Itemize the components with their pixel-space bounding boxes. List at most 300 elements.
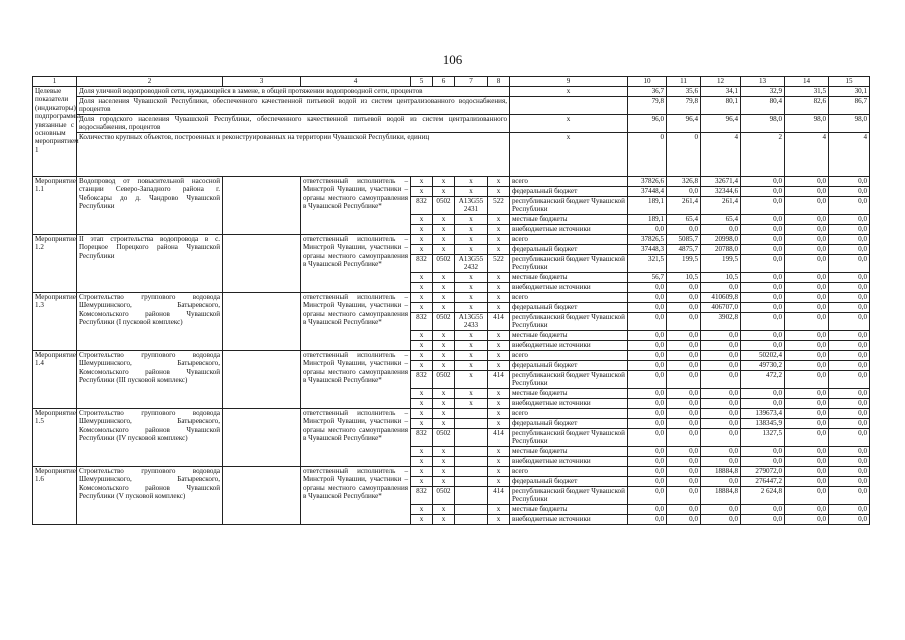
funding-value: 326,8 <box>667 177 701 187</box>
funding-source: внебюджетные источники <box>510 283 628 293</box>
indicator-value: 34,1 <box>701 87 741 97</box>
funding-value: 4875,7 <box>667 245 701 255</box>
funding-value: 0,0 <box>628 477 667 487</box>
funding-value: 0,0 <box>701 447 741 457</box>
budget-code: x <box>411 303 433 313</box>
measure-empty-cell <box>223 409 301 467</box>
measure-label: Мероприятие 1.3 <box>33 293 77 351</box>
funding-value: 279072,0 <box>741 467 785 477</box>
funding-value: 0,0 <box>701 351 741 361</box>
measure-description: Строительство группового водовода Шемуршинского, Батыревского, Комсомольского районов Чувашской Республики (V пусковой комплекс) <box>77 467 223 525</box>
measure-empty-cell <box>223 293 301 351</box>
funding-value: 0,0 <box>667 341 701 351</box>
funding-value: 0,0 <box>785 351 829 361</box>
funding-source: всего <box>510 351 628 361</box>
funding-value: 139673,4 <box>741 409 785 419</box>
funding-value: 0,0 <box>667 303 701 313</box>
funding-value: 0,0 <box>741 457 785 467</box>
funding-value: 0,0 <box>701 361 741 371</box>
funding-value: 0,0 <box>829 283 870 293</box>
budget-code: x <box>411 235 433 245</box>
funding-value: 0,0 <box>785 293 829 303</box>
measure-row <box>33 409 870 419</box>
column-number: 5 <box>411 77 433 87</box>
funding-value: 0,0 <box>701 341 741 351</box>
funding-source: федеральный бюджет <box>510 245 628 255</box>
measure-label: Мероприятие 1.2 <box>33 235 77 293</box>
funding-value: 20788,0 <box>701 245 741 255</box>
indicator-text: Доля уличной водопроводной сети, нуждающейся в замене, в общей протяжении водопроводной сети, процентов <box>77 87 510 97</box>
funding-source: местные бюджеты <box>510 505 628 515</box>
budget-code: 0502 <box>433 255 455 273</box>
budget-code: x <box>411 273 433 283</box>
funding-value: 0,0 <box>667 477 701 487</box>
funding-value: 0,0 <box>667 409 701 419</box>
funding-value: 0,0 <box>628 313 667 331</box>
funding-value: 0,0 <box>741 389 785 399</box>
budget-code <box>455 447 488 457</box>
indicator-value: 96,4 <box>667 115 701 133</box>
indicator-value: 96,4 <box>701 115 741 133</box>
budget-code: x <box>411 341 433 351</box>
funding-value: 37826,6 <box>628 177 667 187</box>
measure-row <box>33 177 870 187</box>
funding-value: 0,0 <box>829 419 870 429</box>
funding-value: 0,0 <box>701 389 741 399</box>
funding-source: федеральный бюджет <box>510 361 628 371</box>
budget-code: x <box>488 361 510 371</box>
funding-value: 0,0 <box>829 177 870 187</box>
funding-value: 0,0 <box>741 283 785 293</box>
funding-value: 0,0 <box>785 245 829 255</box>
budget-code: x <box>433 293 455 303</box>
budget-code: x <box>411 361 433 371</box>
budget-code: x <box>455 273 488 283</box>
funding-source: федеральный бюджет <box>510 303 628 313</box>
funding-value: 321,5 <box>628 255 667 273</box>
funding-value: 37448,4 <box>628 187 667 197</box>
funding-value: 56,7 <box>628 273 667 283</box>
funding-value: 0,0 <box>741 245 785 255</box>
budget-code: 0502 <box>433 429 455 447</box>
funding-value: 0,0 <box>701 419 741 429</box>
funding-value: 0,0 <box>741 215 785 225</box>
measure-label: Мероприятие 1.4 <box>33 351 77 409</box>
budget-code: 414 <box>488 487 510 505</box>
funding-value: 0,0 <box>785 505 829 515</box>
budget-code: x <box>411 283 433 293</box>
funding-source: внебюджетные источники <box>510 225 628 235</box>
funding-source: республиканский бюджет Чувашской Республики <box>510 255 628 273</box>
column-number: 3 <box>223 77 301 87</box>
funding-value: 0,0 <box>628 331 667 341</box>
budget-code: x <box>411 225 433 235</box>
funding-value: 0,0 <box>829 235 870 245</box>
funding-value: 0,0 <box>628 419 667 429</box>
funding-value: 0,0 <box>741 293 785 303</box>
budget-code: x <box>488 331 510 341</box>
budget-code: 0502 <box>433 487 455 505</box>
funding-value: 0,0 <box>785 361 829 371</box>
funding-value: 0,0 <box>829 197 870 215</box>
funding-value: 0,0 <box>667 351 701 361</box>
measure-row <box>33 467 870 477</box>
indicator-value: 0 <box>628 133 667 177</box>
funding-value: 0,0 <box>628 429 667 447</box>
measure-executor: ответственный исполнитель – Минстрой Чувашии, участники – органы местного самоуправления в Чувашской Республике* <box>301 177 411 235</box>
budget-code: 522 <box>488 197 510 215</box>
budget-code: x <box>455 177 488 187</box>
budget-code: x <box>433 409 455 419</box>
indicator-value: 0 <box>667 133 701 177</box>
budget-code: x <box>411 399 433 409</box>
budget-code: x <box>433 505 455 515</box>
funding-value: 0,0 <box>628 351 667 361</box>
budget-code: 832 <box>411 487 433 505</box>
funding-value: 0,0 <box>785 177 829 187</box>
budget-code: x <box>433 303 455 313</box>
funding-value: 0,0 <box>741 399 785 409</box>
budget-code: 832 <box>411 371 433 389</box>
budget-code: x <box>488 187 510 197</box>
funding-value: 0,0 <box>785 515 829 525</box>
budget-code: x <box>488 235 510 245</box>
budget-code: x <box>411 467 433 477</box>
funding-value: 0,0 <box>701 515 741 525</box>
budget-code: x <box>411 505 433 515</box>
budget-code: x <box>455 361 488 371</box>
funding-value: 0,0 <box>785 429 829 447</box>
funding-value: 0,0 <box>741 235 785 245</box>
budget-code: x <box>455 331 488 341</box>
column-number: 4 <box>301 77 411 87</box>
budget-code: x <box>488 303 510 313</box>
funding-value: 0,0 <box>628 361 667 371</box>
funding-value: 0,0 <box>829 273 870 283</box>
funding-value: 0,0 <box>741 447 785 457</box>
budget-code: x <box>488 283 510 293</box>
budget-code: x <box>488 389 510 399</box>
column-number: 7 <box>455 77 488 87</box>
funding-value: 0,0 <box>785 303 829 313</box>
funding-value: 0,0 <box>701 283 741 293</box>
funding-value: 0,0 <box>829 293 870 303</box>
indicator-value: 31,5 <box>785 87 829 97</box>
funding-value: 0,0 <box>785 419 829 429</box>
funding-value: 65,4 <box>701 215 741 225</box>
indicator-value: 4 <box>785 133 829 177</box>
funding-value: 0,0 <box>785 273 829 283</box>
page-number: 106 <box>442 52 463 67</box>
budget-code: x <box>455 371 488 389</box>
measure-description: Водопровод от повысительной насосной станции Северо-Западного района г. Чебоксары до д. Чандрово Чувашской Республики <box>77 177 223 235</box>
funding-value: 0,0 <box>667 187 701 197</box>
funding-value: 65,4 <box>667 215 701 225</box>
funding-value: 0,0 <box>829 313 870 331</box>
budget-code: x <box>433 341 455 351</box>
funding-value: 0,0 <box>667 283 701 293</box>
funding-value: 50202,4 <box>741 351 785 361</box>
budget-code: 832 <box>411 429 433 447</box>
funding-value: 0,0 <box>667 447 701 457</box>
budget-code: x <box>433 283 455 293</box>
funding-value: 0,0 <box>785 331 829 341</box>
funding-value: 0,0 <box>701 399 741 409</box>
funding-value: 5085,7 <box>667 235 701 245</box>
budget-code: x <box>411 515 433 525</box>
budget-code: x <box>411 447 433 457</box>
funding-value: 410609,8 <box>701 293 741 303</box>
column-number: 13 <box>741 77 785 87</box>
funding-value: 0,0 <box>628 303 667 313</box>
budget-code: x <box>488 515 510 525</box>
budget-code: 832 <box>411 197 433 215</box>
budget-code: x <box>433 515 455 525</box>
budget-code: x <box>433 361 455 371</box>
budget-code: x <box>411 177 433 187</box>
budget-code: A13G55 2432 <box>455 255 488 273</box>
budget-code: x <box>455 187 488 197</box>
funding-value: 0,0 <box>667 399 701 409</box>
funding-value: 32671,4 <box>701 177 741 187</box>
funding-value: 0,0 <box>785 457 829 467</box>
column-number: 12 <box>701 77 741 87</box>
funding-value: 0,0 <box>741 341 785 351</box>
indicator-text: Доля городского населения Чувашской Республики, обеспеченного качественной питьевой водой из систем централизованного водоснабжения, процентов <box>77 115 510 133</box>
funding-value: 0,0 <box>829 487 870 505</box>
budget-code: x <box>488 215 510 225</box>
funding-source: местные бюджеты <box>510 389 628 399</box>
budget-code: x <box>411 245 433 255</box>
budget-code: x <box>411 293 433 303</box>
budget-code: x <box>455 215 488 225</box>
measure-empty-cell <box>223 235 301 293</box>
budget-code: 832 <box>411 313 433 331</box>
column-number: 9 <box>510 77 628 87</box>
indicator-value: 2 <box>741 133 785 177</box>
funding-value: 0,0 <box>785 283 829 293</box>
indicator-text: Доля населения Чувашской Республики, обеспеченного качественной питьевой водой из систем централизованного водоснабжения, процентов <box>77 97 510 115</box>
budget-code: x <box>433 457 455 467</box>
program-table <box>32 76 870 525</box>
funding-value: 0,0 <box>741 255 785 273</box>
funding-value: 0,0 <box>829 225 870 235</box>
funding-value: 0,0 <box>701 225 741 235</box>
funding-value: 0,0 <box>741 177 785 187</box>
budget-code <box>455 409 488 419</box>
indicator-value: 80,4 <box>741 97 785 115</box>
budget-code: x <box>433 447 455 457</box>
funding-value: 0,0 <box>667 293 701 303</box>
funding-source: местные бюджеты <box>510 273 628 283</box>
funding-value: 0,0 <box>667 389 701 399</box>
budget-code: x <box>433 331 455 341</box>
indicator-source <box>510 97 628 115</box>
funding-value: 0,0 <box>741 505 785 515</box>
indicator-value: 36,7 <box>628 87 667 97</box>
indicator-value: 98,0 <box>741 115 785 133</box>
column-number: 14 <box>785 77 829 87</box>
column-number-row <box>33 77 870 87</box>
budget-code: x <box>455 283 488 293</box>
funding-value: 0,0 <box>785 467 829 477</box>
funding-source: федеральный бюджет <box>510 419 628 429</box>
measure-executor: ответственный исполнитель – Минстрой Чувашии, участники – органы местного самоуправления в Чувашской Республике* <box>301 235 411 293</box>
funding-value: 0,0 <box>628 341 667 351</box>
measure-empty-cell <box>223 467 301 525</box>
funding-value: 0,0 <box>701 331 741 341</box>
budget-code: x <box>433 273 455 283</box>
indicator-value: 32,9 <box>741 87 785 97</box>
funding-source: республиканский бюджет Чувашской Республики <box>510 371 628 389</box>
budget-code: x <box>488 457 510 467</box>
budget-code: x <box>433 419 455 429</box>
funding-value: 0,0 <box>829 409 870 419</box>
budget-code: x <box>488 467 510 477</box>
budget-code: x <box>433 187 455 197</box>
budget-code: x <box>488 225 510 235</box>
budget-code <box>455 419 488 429</box>
budget-code: x <box>411 419 433 429</box>
funding-source: местные бюджеты <box>510 447 628 457</box>
funding-value: 18884,8 <box>701 467 741 477</box>
column-number: 6 <box>433 77 455 87</box>
funding-value: 0,0 <box>829 331 870 341</box>
budget-code: x <box>433 215 455 225</box>
column-number: 1 <box>33 77 77 87</box>
funding-source: всего <box>510 467 628 477</box>
funding-value: 0,0 <box>741 187 785 197</box>
measure-row <box>33 351 870 361</box>
funding-value: 0,0 <box>785 447 829 457</box>
funding-source: республиканский бюджет Чувашской Республики <box>510 429 628 447</box>
funding-value: 0,0 <box>829 361 870 371</box>
funding-value: 189,1 <box>628 197 667 215</box>
budget-code: x <box>433 351 455 361</box>
funding-value: 0,0 <box>829 341 870 351</box>
funding-value: 138345,9 <box>741 419 785 429</box>
funding-value: 0,0 <box>829 429 870 447</box>
indicator-row <box>33 87 870 97</box>
funding-value: 0,0 <box>829 245 870 255</box>
funding-value: 276447,2 <box>741 477 785 487</box>
funding-value: 0,0 <box>628 505 667 515</box>
funding-value: 406707,0 <box>701 303 741 313</box>
funding-value: 10,5 <box>667 273 701 283</box>
measure-label: Мероприятие 1.1 <box>33 177 77 235</box>
funding-value: 0,0 <box>667 225 701 235</box>
funding-value: 0,0 <box>785 409 829 419</box>
measure-description: Строительство группового водовода Шемуршинского, Батыревского, Комсомольского районов Чувашской Республики (I пусковой комплекс) <box>77 293 223 351</box>
funding-value: 1327,5 <box>741 429 785 447</box>
funding-value: 0,0 <box>785 341 829 351</box>
budget-code: x <box>411 331 433 341</box>
funding-value: 0,0 <box>829 215 870 225</box>
indicator-value: 98,0 <box>829 115 870 133</box>
indicator-value: 86,7 <box>829 97 870 115</box>
indicator-row <box>33 133 870 177</box>
budget-code: x <box>433 235 455 245</box>
budget-code: 0502 <box>433 197 455 215</box>
funding-value: 0,0 <box>829 467 870 477</box>
column-number: 15 <box>829 77 870 87</box>
funding-value: 472,2 <box>741 371 785 389</box>
funding-value: 0,0 <box>628 283 667 293</box>
measure-executor: ответственный исполнитель – Минстрой Чувашии, участники – органы местного самоуправления в Чувашской Республике* <box>301 409 411 467</box>
funding-value: 0,0 <box>829 351 870 361</box>
column-number: 2 <box>77 77 223 87</box>
budget-code: x <box>411 389 433 399</box>
budget-code: x <box>433 177 455 187</box>
budget-code: x <box>488 447 510 457</box>
funding-value: 0,0 <box>829 477 870 487</box>
measure-label: Мероприятие 1.6 <box>33 467 77 525</box>
budget-code <box>455 477 488 487</box>
budget-code: 414 <box>488 371 510 389</box>
funding-value: 0,0 <box>785 487 829 505</box>
indicator-value: 82,6 <box>785 97 829 115</box>
funding-value: 49730,2 <box>741 361 785 371</box>
funding-value: 0,0 <box>785 255 829 273</box>
funding-value: 0,0 <box>628 225 667 235</box>
funding-value: 0,0 <box>829 457 870 467</box>
funding-value: 0,0 <box>667 419 701 429</box>
indicator-value: 30,1 <box>829 87 870 97</box>
funding-value: 0,0 <box>667 457 701 467</box>
indicator-value: 96,0 <box>628 115 667 133</box>
measure-empty-cell <box>223 351 301 409</box>
measure-description: Строительство группового водовода Шемуршинского, Батыревского, Комсомольского районов Чувашской Республики (III пусковой комплекс) <box>77 351 223 409</box>
funding-value: 0,0 <box>829 505 870 515</box>
indicator-value: 35,6 <box>667 87 701 97</box>
indicator-row <box>33 115 870 133</box>
funding-value: 0,0 <box>628 515 667 525</box>
budget-code: x <box>411 457 433 467</box>
budget-code: x <box>488 341 510 351</box>
budget-code: x <box>433 225 455 235</box>
funding-value: 0,0 <box>741 273 785 283</box>
funding-value: 0,0 <box>741 197 785 215</box>
funding-value: 0,0 <box>667 467 701 477</box>
funding-value: 0,0 <box>829 515 870 525</box>
budget-code: x <box>455 351 488 361</box>
budget-code: A13G55 2433 <box>455 313 488 331</box>
funding-value: 0,0 <box>667 429 701 447</box>
budget-code: x <box>433 389 455 399</box>
budget-code: x <box>455 225 488 235</box>
funding-value: 0,0 <box>701 457 741 467</box>
indicator-value: 98,0 <box>785 115 829 133</box>
indicator-value: 4 <box>701 133 741 177</box>
budget-code: x <box>411 351 433 361</box>
funding-source: республиканский бюджет Чувашской Республики <box>510 313 628 331</box>
funding-value: 0,0 <box>667 361 701 371</box>
budget-code: 0502 <box>433 371 455 389</box>
funding-value: 0,0 <box>701 505 741 515</box>
funding-value: 261,4 <box>701 197 741 215</box>
funding-value: 199,5 <box>701 255 741 273</box>
budget-code: x <box>433 245 455 255</box>
indicator-value: 79,8 <box>628 97 667 115</box>
funding-value: 0,0 <box>628 371 667 389</box>
funding-source: внебюджетные источники <box>510 399 628 409</box>
funding-source: внебюджетные источники <box>510 457 628 467</box>
funding-source: республиканский бюджет Чувашской Республики <box>510 487 628 505</box>
measure-description: II этап строительства водопровода в с. Порецкое Порецкого района Чувашской Республики <box>77 235 223 293</box>
measure-empty-cell <box>223 177 301 235</box>
funding-source: всего <box>510 409 628 419</box>
funding-value: 0,0 <box>628 447 667 457</box>
